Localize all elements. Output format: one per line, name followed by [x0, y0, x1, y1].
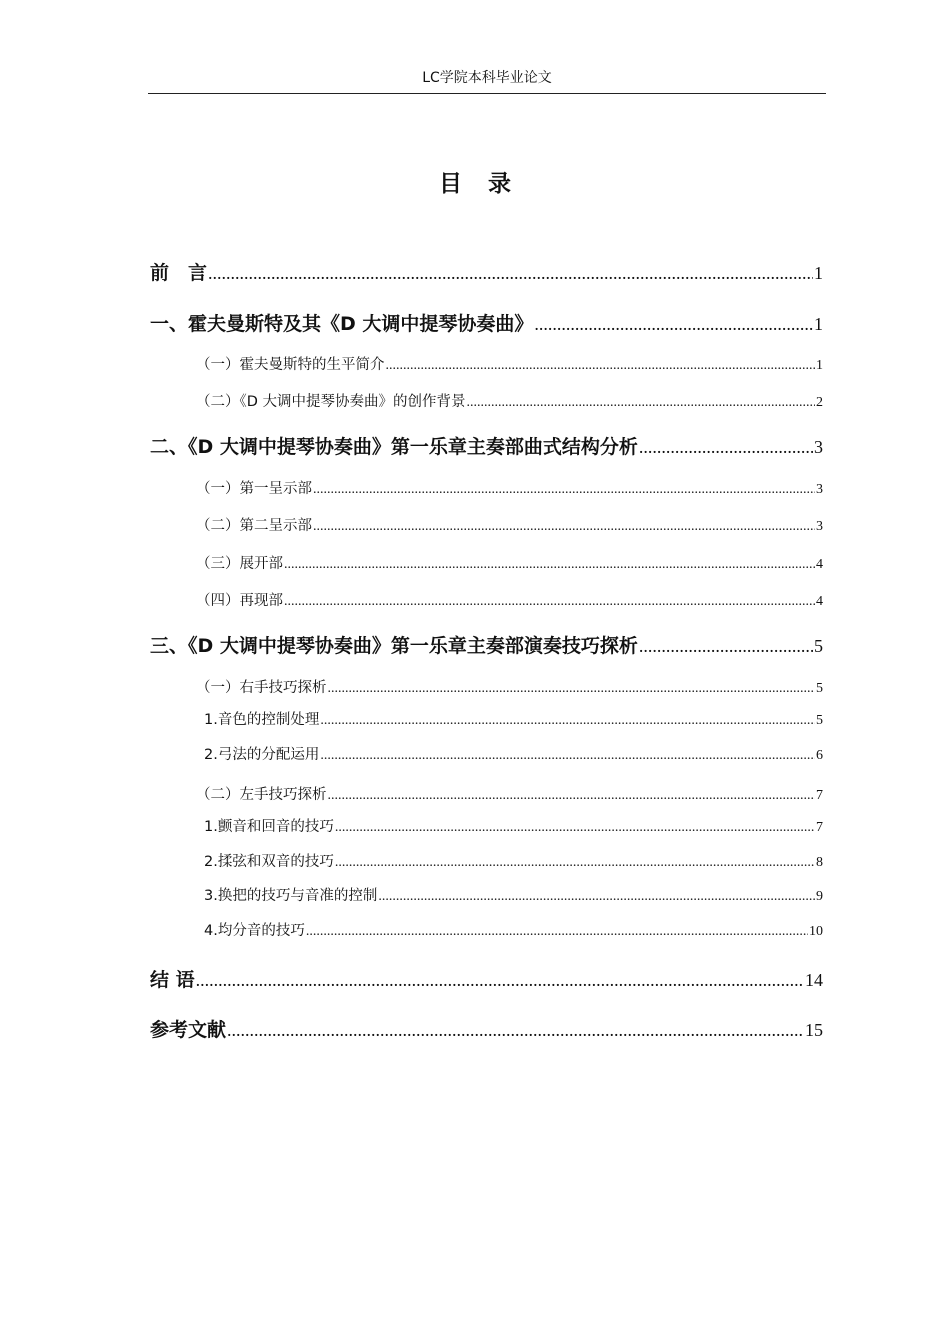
- toc-leader: [639, 636, 813, 657]
- toc-page: 3: [814, 437, 823, 457]
- toc-leader: [335, 855, 815, 871]
- toc-label: 3.换把的技巧与音准的控制: [204, 888, 378, 904]
- toc-label: 参考文献: [150, 1019, 227, 1041]
- toc-entry-3-2-2: [204, 850, 823, 871]
- toc-page: 4: [816, 557, 823, 572]
- toc-leader: [284, 557, 815, 573]
- toc-label: 1.颤音和回音的技巧: [204, 819, 334, 835]
- toc-entry-2-1: [196, 477, 823, 498]
- toc-label: 一、霍夫曼斯特及其《D 大调中提琴协奏曲》: [150, 313, 534, 335]
- toc-leader: [467, 395, 815, 411]
- toc-leader: [378, 889, 815, 905]
- toc-entry-3-1: [196, 676, 823, 697]
- toc-label: （一）霍夫曼斯特的生平简介: [196, 357, 385, 373]
- toc-entry-chapter-1: [150, 309, 823, 336]
- toc-page: 4: [816, 594, 823, 609]
- toc-page: 5: [816, 681, 823, 696]
- toc-leader: [328, 681, 816, 697]
- toc-leader: [386, 358, 816, 374]
- toc-entry-conclusion: [150, 965, 823, 992]
- toc-page: 5: [814, 636, 823, 656]
- toc-entry-1-1: [196, 353, 823, 374]
- toc-page: 10: [809, 924, 823, 939]
- toc-label: 2.揉弦和双音的技巧: [204, 854, 334, 870]
- toc-page: 9: [816, 889, 823, 904]
- toc-leader: [196, 970, 804, 991]
- toc-page: 1: [814, 263, 823, 283]
- toc-label: 二、《D 大调中提琴协奏曲》第一乐章主奏部曲式结构分析: [150, 436, 638, 458]
- toc-entry-3-1-2: [204, 743, 823, 764]
- toc-entry-2-4: [196, 589, 823, 610]
- toc-page: 2: [816, 395, 823, 410]
- toc-label: 前 言: [150, 262, 208, 284]
- toc-leader: [313, 519, 815, 535]
- toc-label: （二）左手技巧探析: [196, 787, 327, 803]
- toc-label: 1.音色的控制处理: [204, 712, 320, 728]
- toc-leader: [284, 594, 815, 610]
- toc-label: （三）展开部: [196, 556, 283, 572]
- toc-entry-2-2: [196, 514, 823, 535]
- toc-label: 4.均分音的技巧: [204, 923, 305, 939]
- toc-page: 7: [816, 820, 823, 835]
- toc-page: 14: [805, 970, 823, 990]
- toc-label: 结 语: [150, 969, 195, 991]
- toc-page: 3: [816, 519, 823, 534]
- toc-entry-3-1-1: [204, 708, 823, 729]
- toc-label: （一）第一呈示部: [196, 481, 312, 497]
- page-header: LC学院本科毕业论文: [148, 68, 826, 94]
- toc-entry-3-2: [196, 783, 823, 804]
- toc-label: 三、《D 大调中提琴协奏曲》第一乐章主奏部演奏技巧探析: [150, 635, 638, 657]
- toc-page: 15: [805, 1020, 823, 1040]
- toc-entry-chapter-2: [150, 432, 823, 459]
- toc-leader: [320, 713, 815, 729]
- toc-label: （一）右手技巧探析: [196, 680, 327, 696]
- toc-page: 6: [816, 748, 823, 763]
- toc-entry-references: [150, 1015, 823, 1042]
- toc-leader: [639, 437, 813, 458]
- toc-page: 1: [816, 358, 823, 373]
- toc-leader: [328, 788, 816, 804]
- toc-leader: [335, 820, 815, 836]
- toc-page: 1: [814, 314, 823, 334]
- toc-page: 7: [816, 788, 823, 803]
- toc-leader: [208, 263, 813, 284]
- toc-entry-3-2-3: [204, 884, 823, 905]
- toc-label: （二）《D 大调中提琴协奏曲》的创作背景: [196, 394, 466, 410]
- toc-entry-3-2-1: [204, 815, 823, 836]
- toc-entry-3-2-4: [204, 919, 823, 940]
- toc-entry-chapter-3: [150, 631, 823, 658]
- toc-label: （四）再现部: [196, 593, 283, 609]
- toc-entry-preface: [150, 258, 823, 285]
- toc-leader: [320, 748, 815, 764]
- document-title: 目录: [439, 171, 537, 197]
- toc-page: 5: [816, 713, 823, 728]
- toc-leader: [313, 482, 815, 498]
- toc-entry-1-2: [196, 390, 823, 411]
- toc-label: 2.弓法的分配运用: [204, 747, 320, 763]
- toc-entry-2-3: [196, 552, 823, 573]
- toc-page: 8: [816, 855, 823, 870]
- toc-leader: [306, 924, 808, 940]
- toc-leader: [227, 1020, 804, 1041]
- toc-page: 3: [816, 482, 823, 497]
- toc-leader: [534, 314, 813, 335]
- toc-label: （二）第二呈示部: [196, 518, 312, 534]
